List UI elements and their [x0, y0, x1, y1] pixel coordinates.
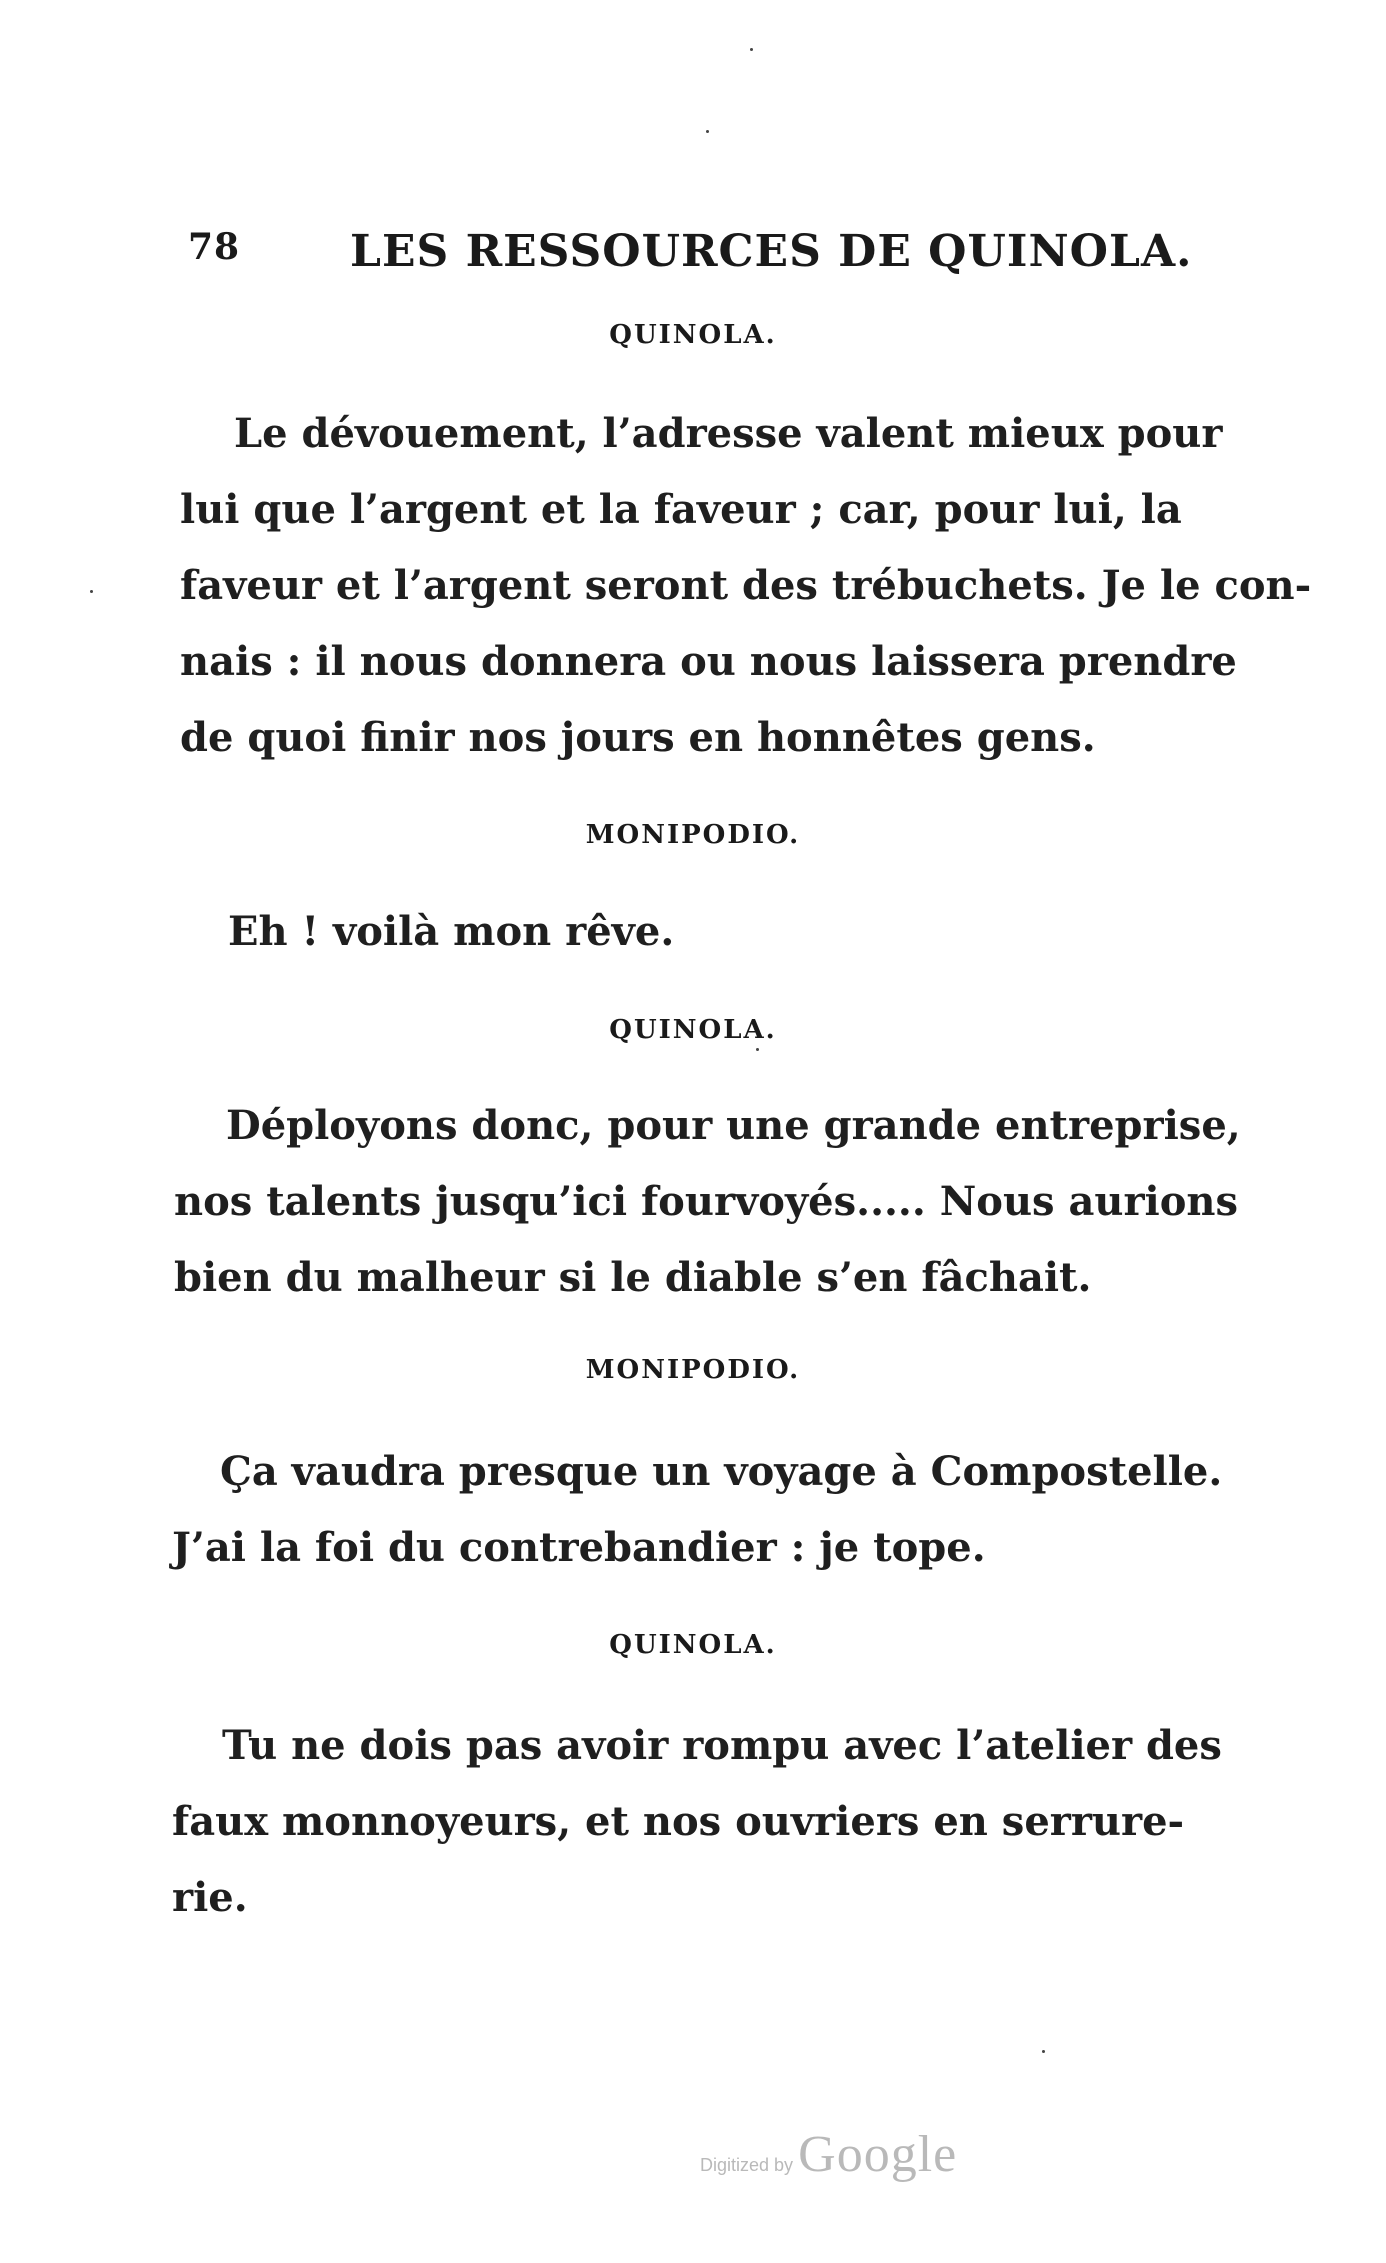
digitized-watermark [700, 2125, 957, 2184]
speaker-label: QUINOLA. [609, 1015, 777, 1045]
speech-line: Le dévouement, l’adresse valent mieux pour [234, 410, 1223, 457]
scan-speck [90, 590, 93, 593]
speech-line: nos talents jusqu’ici fourvoyés..... Nous aurions [174, 1178, 1239, 1225]
speech-line: Ça vaudra presque un voyage à Compostelle. [220, 1448, 1223, 1495]
speaker-label: MONIPODIO. [585, 820, 801, 850]
speaker-label: QUINOLA. [609, 320, 777, 350]
running-title: LES RESSOURCES DE QUINOLA. [350, 226, 1193, 277]
watermark-prefix: Digitized by [700, 2155, 794, 2175]
page-header [188, 226, 1193, 286]
speech-line: nais : il nous donnera ou nous laissera prendre [180, 638, 1237, 685]
speech-line: faveur et l’argent seront des trébuchets. Je le con- [180, 562, 1312, 609]
google-logo: Google [798, 2126, 958, 2183]
speech-line: J’ai la foi du contrebandier : je tope. [172, 1524, 986, 1571]
scan-speck [1042, 2050, 1045, 2053]
speech-line: lui que l’argent et la faveur ; car, pour lui, la [180, 486, 1182, 533]
speech-line: Déployons donc, pour une grande entreprise, [226, 1102, 1241, 1149]
scan-speck [756, 1048, 759, 1051]
speaker-label: MONIPODIO. [585, 1355, 801, 1385]
speech-line: Eh ! voilà mon rêve. [228, 908, 675, 955]
scan-speck [750, 48, 753, 51]
scan-speck [706, 130, 709, 133]
speech-line: de quoi finir nos jours en honnêtes gens. [180, 714, 1096, 761]
speaker-label: QUINOLA. [609, 1630, 777, 1660]
speech-line: bien du malheur si le diable s’en fâchait. [174, 1254, 1092, 1301]
page-number: 78 [188, 226, 241, 268]
speech-line: faux monnoyeurs, et nos ouvriers en serrure- [172, 1798, 1185, 1845]
speech-line: rie. [172, 1874, 248, 1921]
speech-line: Tu ne dois pas avoir rompu avec l’atelier des [222, 1722, 1222, 1769]
